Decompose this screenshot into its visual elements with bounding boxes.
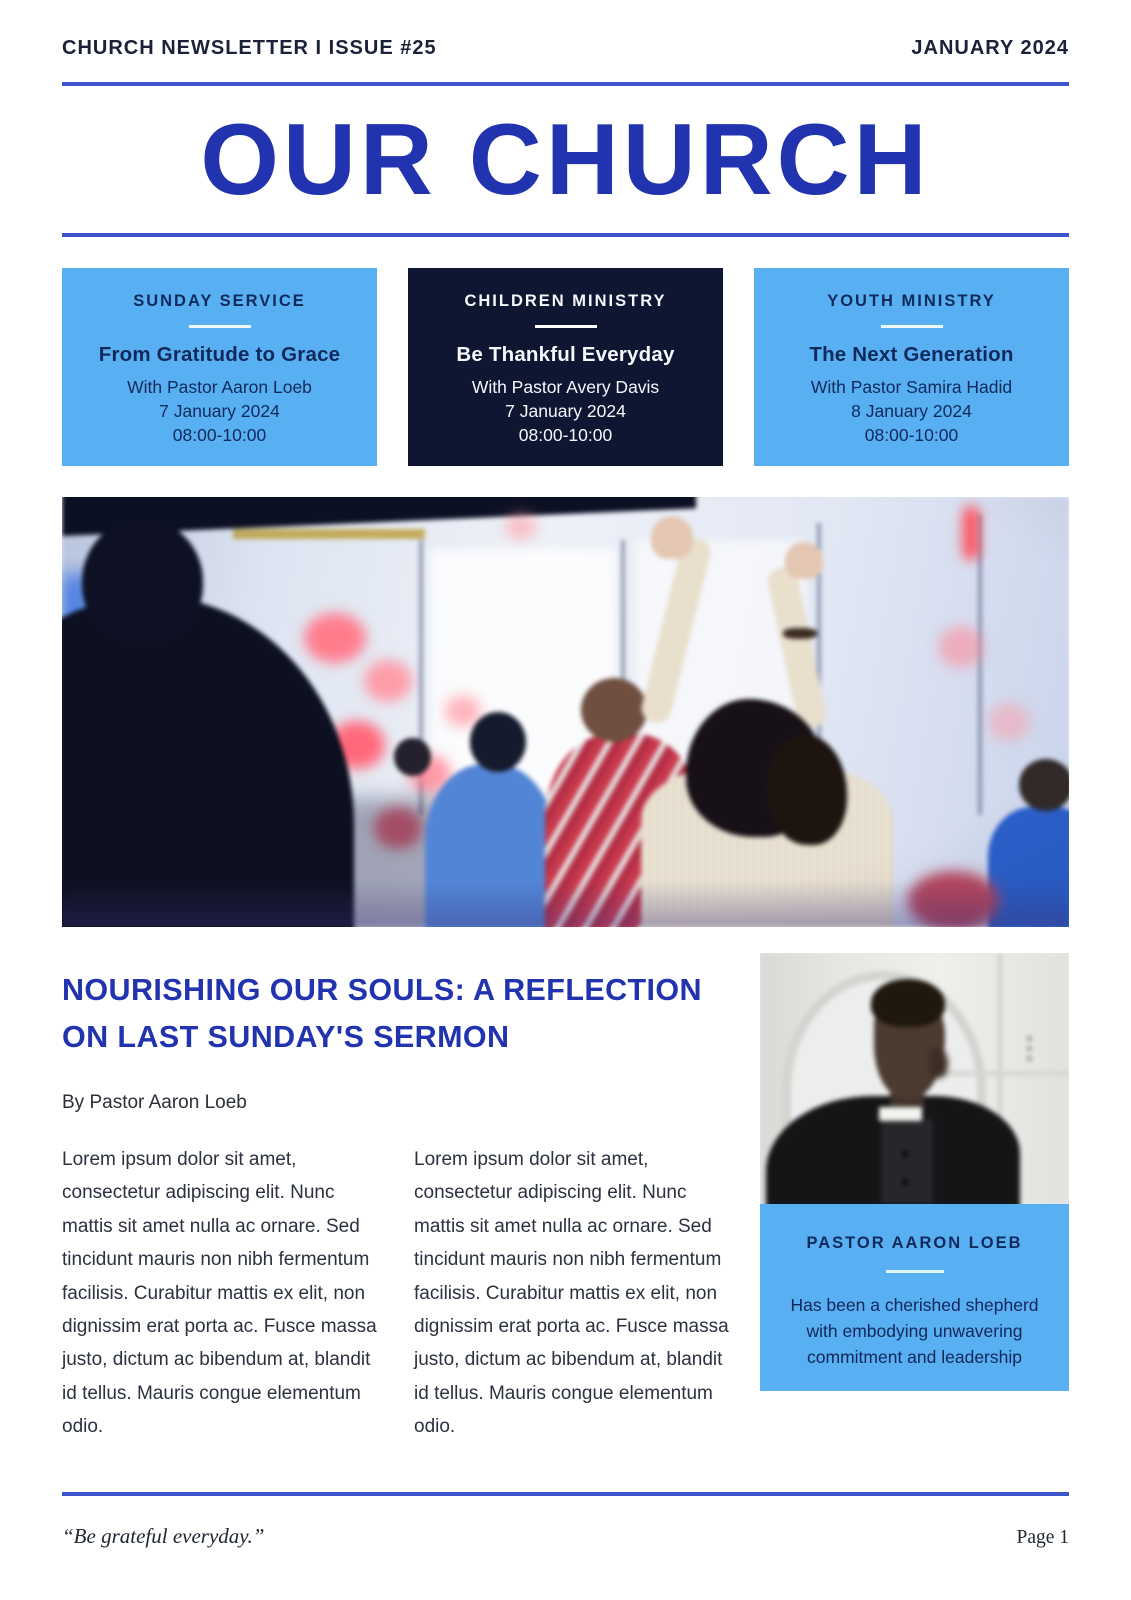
newsletter-date-label: JANUARY 2024	[911, 37, 1069, 59]
event-time: 08:00-10:00	[172, 425, 267, 445]
masthead-divider-rule	[62, 233, 1069, 237]
event-date: 7 January 2024	[505, 401, 626, 421]
clerical-collar	[879, 1107, 922, 1121]
article-section	[0, 953, 1131, 1444]
article-headline	[62, 967, 740, 1061]
event-category: YOUTH MINISTRY	[827, 292, 996, 310]
event-date: 8 January 2024	[851, 401, 972, 421]
event-title: From Gratitude to Grace	[98, 343, 341, 366]
newsletter-issue-label: CHURCH NEWSLETTER I ISSUE #25	[62, 37, 437, 59]
worship-photo-art	[62, 497, 1069, 927]
event-date: 7 January 2024	[159, 401, 280, 421]
pastor-description: Has been a cherished shepherd with embodying unwavering commitment and leadership	[790, 1295, 1039, 1367]
article-main-column	[62, 953, 740, 1444]
event-pastor: With Pastor Avery Davis	[471, 377, 660, 397]
event-title: The Next Generation	[809, 343, 1014, 366]
pastor-profile-sidebar	[760, 953, 1069, 1444]
event-card-sunday-service	[62, 268, 377, 466]
event-pastor: With Pastor Aaron Loeb	[127, 377, 312, 397]
article-body-column-1: Lorem ipsum dolor sit amet, consectetur adipiscing elit. Nunc mattis sit amet nulla ac ornare. Sed tincidunt mauris non nibh fermentum facilisis. Curabitur mattis ex elit, non dignissim erat porta ac. Fusce massa justo, dictum ac bibendum at, blandit id tellus. Mauris congue elementum odio.	[62, 1149, 377, 1438]
article-body-columns	[62, 1143, 740, 1444]
event-pastor: With Pastor Samira Hadid	[810, 377, 1013, 397]
page-number: Page 1	[1016, 1526, 1069, 1548]
page-title: OUR CHURCH	[200, 104, 931, 216]
event-title: Be Thankful Everyday	[456, 343, 675, 366]
event-category: SUNDAY SERVICE	[133, 292, 306, 310]
footer-quote: “Be grateful everyday.”	[62, 1523, 265, 1548]
pastor-photo	[760, 953, 1069, 1204]
footer	[0, 1496, 1131, 1549]
card-divider	[535, 325, 597, 328]
pastor-profile-card	[760, 1204, 1069, 1391]
pastor-photo-art	[760, 953, 1069, 1204]
top-divider-rule	[62, 82, 1069, 86]
worship-photo	[62, 497, 1069, 927]
event-card-children-ministry	[408, 268, 723, 466]
event-cards-row	[62, 268, 1069, 466]
card-divider	[886, 1270, 944, 1273]
event-category: CHILDREN MINISTRY	[464, 292, 667, 310]
card-divider	[881, 325, 943, 328]
headline-line-1: NOURISHING OUR SOULS: A REFLECTION	[62, 973, 702, 1007]
event-time: 08:00-10:00	[864, 425, 959, 445]
article-byline: By Pastor Aaron Loeb	[62, 1092, 247, 1113]
event-time: 08:00-10:00	[518, 425, 613, 445]
article-body-column-2: Lorem ipsum dolor sit amet, consectetur adipiscing elit. Nunc mattis sit amet nulla ac ornare. Sed tincidunt mauris non nibh fermentum facilisis. Curabitur mattis ex elit, non dignissim erat porta ac. Fusce massa justo, dictum ac bibendum at, blandit id tellus. Mauris congue elementum odio.	[414, 1149, 729, 1438]
pastor-name: PASTOR AARON LOEB	[806, 1234, 1023, 1252]
event-card-youth-ministry	[754, 268, 1069, 466]
card-divider	[189, 325, 251, 328]
top-bar	[62, 0, 1069, 60]
headline-line-2: ON LAST SUNDAY'S SERMON	[62, 1020, 510, 1054]
